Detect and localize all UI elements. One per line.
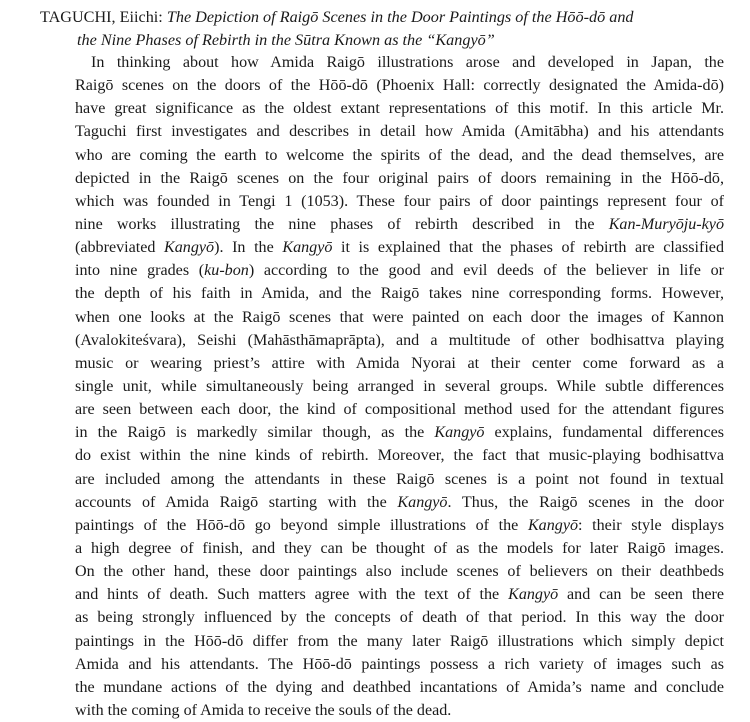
text-segment: do exist within the nine kinds of rebirth. Moreover, the fact that music-playing bodhisattva: [75, 447, 724, 465]
text-segment: the depth of his faith in Amida, and the Raigō takes nine corresponding forms. However,: [75, 285, 724, 303]
text-segment: In thinking about how Amida Raigō illustrations arose and developed in Japan, the: [91, 54, 724, 71]
body-line: [75, 653, 724, 676]
body-line: [75, 282, 724, 305]
article-title-line-2: the Nine Phases of Rebirth in the Sūtra Known as the “Kangyō”: [77, 31, 495, 49]
body-line: [75, 630, 724, 653]
text-segment: and can be seen there: [558, 586, 725, 604]
body-line: [75, 51, 724, 74]
body-line: [75, 444, 724, 467]
body-line: [75, 676, 724, 699]
text-segment: On the other hand, these door paintings also include scenes of believers on their deathbeds: [75, 563, 724, 581]
text-segment: Taguchi first investigates and describes in detail how Amida (Amitābha) and his attendants: [75, 123, 724, 141]
italic-term: Kangyō: [434, 424, 485, 442]
text-segment: Amida and his attendants. The Hōō-dō paintings possess a rich variety of images such as: [75, 655, 724, 673]
text-segment: in the Raigō is markedly similar though, as the: [75, 424, 435, 442]
text-segment: are included among the attendants in these Raigō scenes is a point not found in textual: [75, 470, 724, 488]
body-line: [75, 74, 724, 97]
text-segment: : their style displays: [578, 516, 724, 534]
body-line: [75, 491, 724, 514]
text-segment: . Thus, the Raigō scenes in the door: [447, 493, 724, 511]
body-line: [75, 421, 724, 444]
body-line: [75, 537, 724, 560]
text-segment: the mundane actions of the dying and deathbed incantations of Amida’s name and conclude: [75, 678, 724, 696]
text-segment: accounts of Amida Raigō starting with the: [75, 493, 398, 511]
body-line: [75, 213, 724, 236]
text-segment: as being strongly influenced by the concepts of death of that period. In this way the door: [75, 609, 724, 627]
text-segment: Raigō scenes on the doors of the Hōō-dō (Phoenix Hall: correctly designated the Amida-dō): [75, 77, 724, 95]
text-segment: nine works illustrating the nine phases of rebirth described in the: [75, 215, 609, 233]
body-line: [75, 306, 724, 329]
italic-term: ku-bon: [204, 262, 249, 280]
italic-term: Kan-Muryōju-kyō: [608, 215, 724, 233]
text-segment: who are coming the earth to welcome the spirits of the dead, and the dead themselves, are: [75, 146, 724, 164]
body-line: [75, 190, 724, 213]
body-line: [75, 167, 724, 190]
body-line: [75, 514, 724, 537]
text-segment: explains, fundamental differences: [484, 424, 725, 442]
body-line: [75, 120, 724, 143]
article-heading: [40, 6, 730, 52]
italic-term: Kangyō: [282, 239, 333, 257]
text-segment: ). In the: [214, 239, 283, 257]
text-segment: when one looks at the Raigō scenes that were painted on each door the images of Kannon: [75, 308, 724, 326]
body-line: [75, 606, 724, 629]
article-title-line-1: The Depiction of Raigō Scenes in the Door Paintings of the Hōō-dō and: [166, 8, 634, 26]
author-name: TAGUCHI, Eiichi: [40, 8, 159, 26]
text-segment: are seen between each door, the kind of compositional method used for the attendant figures: [75, 401, 724, 419]
text-segment: have great significance as the oldest extant representations of this motif. In this article Mr.: [75, 100, 724, 118]
text-segment: a high degree of finish, and they can be thought of as the models for later Raigō images.: [75, 539, 724, 557]
body-line: [75, 560, 724, 583]
text-segment: depicted in the Raigō scenes on the four original pairs of doors remaining in the Hōō-dō,: [75, 169, 724, 187]
abstract-body: [75, 51, 724, 722]
text-segment: with the coming of Amida to receive the souls of the dead.: [75, 701, 452, 719]
text-segment: paintings in the Hōō-dō differ from the many later Raigō illustrations which simply depict: [75, 632, 724, 650]
text-segment: paintings of the Hōō-dō go beyond simple illustrations of the: [75, 516, 528, 534]
body-line: [75, 144, 724, 167]
text-segment: and hints of death. Such matters agree with the text of the: [75, 586, 509, 604]
text-segment: music or wearing priest’s attire with Amida Nyorai at their center come forward as a: [75, 354, 724, 372]
body-line: [75, 468, 724, 491]
italic-term: Kangyō: [508, 586, 559, 604]
body-line: [75, 699, 724, 722]
text-segment: which was founded in Tengi 1 (1053). These four pairs of door paintings represent four of: [75, 192, 724, 210]
body-line: [75, 259, 724, 282]
heading-separator: :: [158, 8, 167, 26]
italic-term: Kangyō: [397, 493, 448, 511]
text-segment: it is explained that the phases of rebirth are classified: [332, 239, 724, 257]
text-segment: (Avalokiteśvara), Seishi (Mahāsthāmaprāpta), and a multitude of other bodhisattva playing: [75, 331, 724, 349]
body-line: [75, 236, 724, 259]
text-segment: ) according to the good and evil deeds of the believer in life or: [248, 262, 724, 280]
body-line: [75, 398, 724, 421]
text-segment: (abbreviated: [75, 239, 165, 257]
body-line: [75, 583, 724, 606]
body-line: [75, 329, 724, 352]
body-line: [75, 375, 724, 398]
body-line: [75, 352, 724, 375]
text-segment: single unit, while simultaneously being arranged in several groups. While subtle differences: [75, 377, 724, 395]
italic-term: Kangyō: [164, 239, 215, 257]
body-line: [75, 97, 724, 120]
italic-term: Kangyō: [527, 516, 579, 534]
text-segment: into nine grades (: [75, 262, 205, 280]
